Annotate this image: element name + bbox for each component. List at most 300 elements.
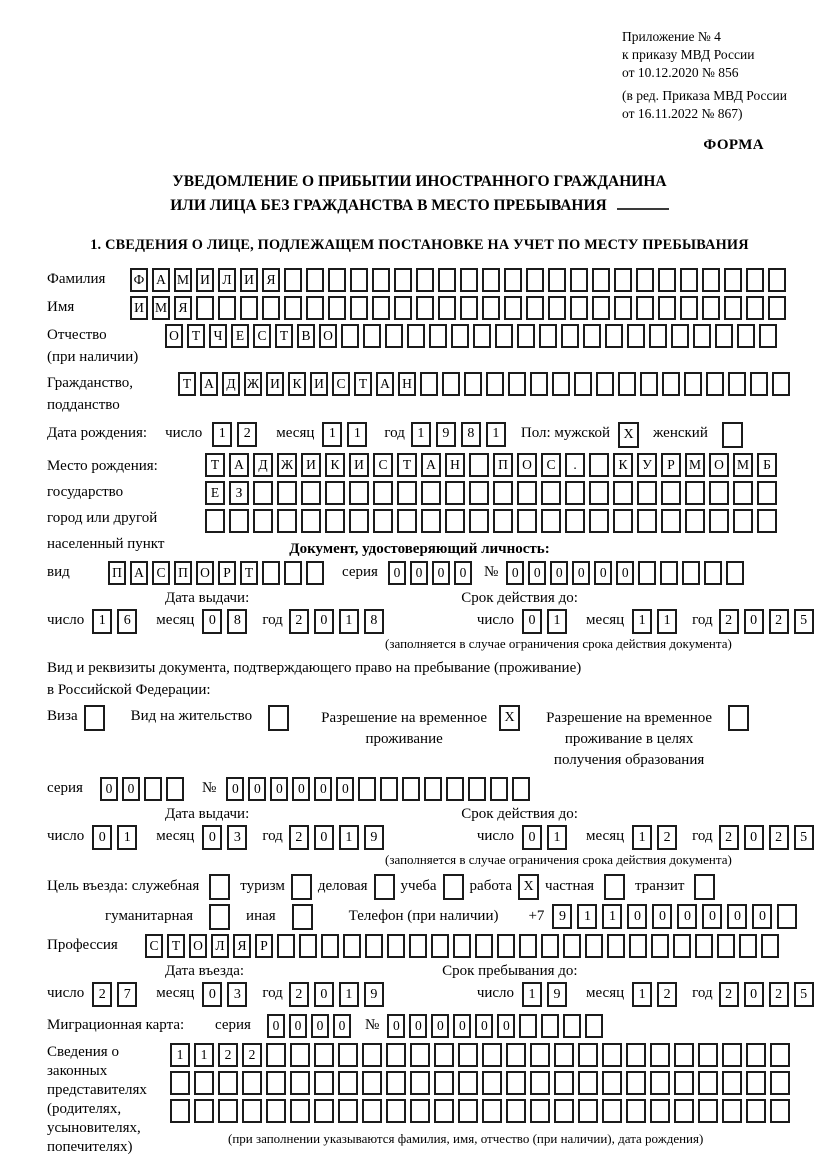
empty-cell[interactable] bbox=[325, 509, 345, 533]
filled-cell[interactable]: 0 bbox=[387, 1014, 405, 1038]
filled-cell[interactable]: 0 bbox=[92, 825, 112, 850]
empty-cell[interactable] bbox=[554, 1043, 574, 1067]
empty-cell[interactable] bbox=[602, 1071, 622, 1095]
empty-cell[interactable] bbox=[706, 372, 724, 396]
filled-cell[interactable]: 0 bbox=[572, 561, 590, 585]
empty-cell[interactable] bbox=[640, 372, 658, 396]
purpose-work-checkbox[interactable]: X bbox=[518, 874, 539, 900]
empty-cell[interactable] bbox=[526, 296, 544, 320]
filled-cell[interactable]: 0 bbox=[627, 904, 647, 929]
filled-cell[interactable]: А bbox=[130, 561, 148, 585]
empty-cell[interactable] bbox=[373, 481, 393, 505]
empty-cell[interactable] bbox=[618, 372, 636, 396]
empty-cell[interactable] bbox=[469, 481, 489, 505]
empty-cell[interactable] bbox=[673, 934, 691, 958]
empty-cell[interactable] bbox=[541, 481, 561, 505]
empty-cell[interactable] bbox=[218, 1071, 238, 1095]
empty-cell[interactable] bbox=[290, 1071, 310, 1095]
purpose-transit-checkbox[interactable] bbox=[694, 874, 715, 900]
filled-cell[interactable]: К bbox=[613, 453, 633, 477]
filled-cell[interactable]: 8 bbox=[364, 609, 384, 634]
empty-cell[interactable] bbox=[497, 934, 515, 958]
empty-cell[interactable] bbox=[469, 453, 489, 477]
empty-cell[interactable] bbox=[438, 296, 456, 320]
filled-cell[interactable]: 1 bbox=[632, 825, 652, 850]
empty-cell[interactable] bbox=[526, 268, 544, 292]
empty-cell[interactable] bbox=[338, 1099, 358, 1123]
filled-cell[interactable]: 2 bbox=[657, 825, 677, 850]
empty-cell[interactable] bbox=[574, 372, 592, 396]
filled-cell[interactable]: 2 bbox=[719, 825, 739, 850]
filled-cell[interactable]: 1 bbox=[411, 422, 431, 447]
empty-cell[interactable] bbox=[306, 268, 324, 292]
empty-cell[interactable] bbox=[685, 509, 705, 533]
filled-cell[interactable]: Т bbox=[178, 372, 196, 396]
empty-cell[interactable] bbox=[482, 268, 500, 292]
empty-cell[interactable] bbox=[614, 268, 632, 292]
empty-cell[interactable] bbox=[777, 904, 797, 929]
empty-cell[interactable] bbox=[410, 1099, 430, 1123]
filled-cell[interactable]: 5 bbox=[794, 982, 814, 1007]
filled-cell[interactable]: 1 bbox=[522, 982, 542, 1007]
filled-cell[interactable]: 2 bbox=[218, 1043, 238, 1067]
filled-cell[interactable]: 0 bbox=[652, 904, 672, 929]
empty-cell[interactable] bbox=[508, 372, 526, 396]
empty-cell[interactable] bbox=[614, 296, 632, 320]
filled-cell[interactable]: С bbox=[152, 561, 170, 585]
filled-cell[interactable]: 1 bbox=[339, 825, 359, 850]
empty-cell[interactable] bbox=[284, 561, 302, 585]
empty-cell[interactable] bbox=[506, 1043, 526, 1067]
filled-cell[interactable]: 0 bbox=[314, 825, 334, 850]
empty-cell[interactable] bbox=[724, 296, 742, 320]
filled-cell[interactable]: 0 bbox=[594, 561, 612, 585]
empty-cell[interactable] bbox=[468, 777, 486, 801]
empty-cell[interactable] bbox=[661, 481, 681, 505]
filled-cell[interactable]: Р bbox=[661, 453, 681, 477]
empty-cell[interactable] bbox=[605, 324, 623, 348]
empty-cell[interactable] bbox=[338, 1043, 358, 1067]
filled-cell[interactable]: 6 bbox=[117, 609, 137, 634]
filled-cell[interactable]: Р bbox=[255, 934, 273, 958]
empty-cell[interactable] bbox=[350, 268, 368, 292]
empty-cell[interactable] bbox=[372, 296, 390, 320]
filled-cell[interactable]: Я bbox=[174, 296, 192, 320]
filled-cell[interactable]: 2 bbox=[237, 422, 257, 447]
filled-cell[interactable]: Т bbox=[275, 324, 293, 348]
empty-cell[interactable] bbox=[649, 324, 667, 348]
empty-cell[interactable] bbox=[493, 481, 513, 505]
empty-cell[interactable] bbox=[661, 509, 681, 533]
filled-cell[interactable]: 0 bbox=[702, 904, 722, 929]
empty-cell[interactable] bbox=[650, 1099, 670, 1123]
empty-cell[interactable] bbox=[746, 1071, 766, 1095]
empty-cell[interactable] bbox=[674, 1071, 694, 1095]
filled-cell[interactable]: 8 bbox=[227, 609, 247, 634]
empty-cell[interactable] bbox=[458, 1099, 478, 1123]
empty-cell[interactable] bbox=[242, 1099, 262, 1123]
empty-cell[interactable] bbox=[607, 934, 625, 958]
empty-cell[interactable] bbox=[757, 481, 777, 505]
filled-cell[interactable]: 0 bbox=[744, 825, 764, 850]
empty-cell[interactable] bbox=[166, 777, 184, 801]
empty-cell[interactable] bbox=[490, 777, 508, 801]
empty-cell[interactable] bbox=[362, 1043, 382, 1067]
empty-cell[interactable] bbox=[301, 509, 321, 533]
filled-cell[interactable]: 9 bbox=[364, 825, 384, 850]
filled-cell[interactable]: Н bbox=[445, 453, 465, 477]
empty-cell[interactable] bbox=[724, 268, 742, 292]
empty-cell[interactable] bbox=[277, 509, 297, 533]
empty-cell[interactable] bbox=[397, 481, 417, 505]
filled-cell[interactable]: Т bbox=[167, 934, 185, 958]
empty-cell[interactable] bbox=[592, 296, 610, 320]
empty-cell[interactable] bbox=[680, 268, 698, 292]
filled-cell[interactable]: 0 bbox=[550, 561, 568, 585]
filled-cell[interactable]: 0 bbox=[506, 561, 524, 585]
empty-cell[interactable] bbox=[717, 934, 735, 958]
empty-cell[interactable] bbox=[541, 1014, 559, 1038]
empty-cell[interactable] bbox=[460, 268, 478, 292]
empty-cell[interactable] bbox=[306, 561, 324, 585]
empty-cell[interactable] bbox=[306, 296, 324, 320]
filled-cell[interactable]: 1 bbox=[339, 982, 359, 1007]
filled-cell[interactable]: 1 bbox=[577, 904, 597, 929]
filled-cell[interactable]: 9 bbox=[547, 982, 567, 1007]
filled-cell[interactable]: 0 bbox=[522, 825, 542, 850]
filled-cell[interactable]: 9 bbox=[552, 904, 572, 929]
empty-cell[interactable] bbox=[530, 1043, 550, 1067]
empty-cell[interactable] bbox=[746, 296, 764, 320]
empty-cell[interactable] bbox=[387, 934, 405, 958]
empty-cell[interactable] bbox=[715, 324, 733, 348]
empty-cell[interactable] bbox=[475, 934, 493, 958]
filled-cell[interactable]: 0 bbox=[202, 982, 222, 1007]
empty-cell[interactable] bbox=[453, 934, 471, 958]
filled-cell[interactable]: 0 bbox=[475, 1014, 493, 1038]
empty-cell[interactable] bbox=[290, 1099, 310, 1123]
empty-cell[interactable] bbox=[626, 1043, 646, 1067]
empty-cell[interactable] bbox=[589, 481, 609, 505]
empty-cell[interactable] bbox=[757, 509, 777, 533]
empty-cell[interactable] bbox=[637, 509, 657, 533]
empty-cell[interactable] bbox=[682, 561, 700, 585]
empty-cell[interactable] bbox=[674, 1043, 694, 1067]
empty-cell[interactable] bbox=[365, 934, 383, 958]
filled-cell[interactable]: 5 bbox=[794, 609, 814, 634]
empty-cell[interactable] bbox=[338, 1071, 358, 1095]
empty-cell[interactable] bbox=[386, 1043, 406, 1067]
empty-cell[interactable] bbox=[709, 509, 729, 533]
empty-cell[interactable] bbox=[482, 1071, 502, 1095]
filled-cell[interactable]: 1 bbox=[486, 422, 506, 447]
empty-cell[interactable] bbox=[284, 296, 302, 320]
empty-cell[interactable] bbox=[362, 1071, 382, 1095]
empty-cell[interactable] bbox=[530, 1099, 550, 1123]
empty-cell[interactable] bbox=[373, 509, 393, 533]
filled-cell[interactable]: Ф bbox=[130, 268, 148, 292]
empty-cell[interactable] bbox=[565, 481, 585, 505]
empty-cell[interactable] bbox=[409, 934, 427, 958]
filled-cell[interactable]: 0 bbox=[752, 904, 772, 929]
empty-cell[interactable] bbox=[761, 934, 779, 958]
filled-cell[interactable]: 7 bbox=[117, 982, 137, 1007]
filled-cell[interactable]: М bbox=[174, 268, 192, 292]
empty-cell[interactable] bbox=[442, 372, 460, 396]
empty-cell[interactable] bbox=[343, 934, 361, 958]
purpose-official-checkbox[interactable] bbox=[209, 874, 230, 900]
empty-cell[interactable] bbox=[473, 324, 491, 348]
empty-cell[interactable] bbox=[410, 1043, 430, 1067]
empty-cell[interactable] bbox=[434, 1043, 454, 1067]
empty-cell[interactable] bbox=[253, 481, 273, 505]
empty-cell[interactable] bbox=[702, 296, 720, 320]
empty-cell[interactable] bbox=[674, 1099, 694, 1123]
filled-cell[interactable]: 0 bbox=[616, 561, 634, 585]
filled-cell[interactable]: И bbox=[310, 372, 328, 396]
empty-cell[interactable] bbox=[548, 296, 566, 320]
filled-cell[interactable]: 1 bbox=[322, 422, 342, 447]
empty-cell[interactable] bbox=[407, 324, 425, 348]
empty-cell[interactable] bbox=[493, 509, 513, 533]
empty-cell[interactable] bbox=[517, 481, 537, 505]
filled-cell[interactable]: А bbox=[421, 453, 441, 477]
empty-cell[interactable] bbox=[350, 296, 368, 320]
empty-cell[interactable] bbox=[613, 481, 633, 505]
empty-cell[interactable] bbox=[702, 268, 720, 292]
empty-cell[interactable] bbox=[759, 324, 777, 348]
filled-cell[interactable]: 0 bbox=[270, 777, 288, 801]
empty-cell[interactable] bbox=[460, 296, 478, 320]
filled-cell[interactable]: С bbox=[145, 934, 163, 958]
empty-cell[interactable] bbox=[554, 1099, 574, 1123]
empty-cell[interactable] bbox=[416, 296, 434, 320]
filled-cell[interactable]: О bbox=[189, 934, 207, 958]
filled-cell[interactable]: 0 bbox=[677, 904, 697, 929]
filled-cell[interactable]: А bbox=[152, 268, 170, 292]
empty-cell[interactable] bbox=[768, 268, 786, 292]
purpose-tourism-checkbox[interactable] bbox=[291, 874, 312, 900]
empty-cell[interactable] bbox=[570, 296, 588, 320]
purpose-humanitarian-checkbox[interactable] bbox=[209, 904, 230, 930]
filled-cell[interactable]: Ж bbox=[244, 372, 262, 396]
empty-cell[interactable] bbox=[277, 934, 295, 958]
empty-cell[interactable] bbox=[685, 481, 705, 505]
filled-cell[interactable]: 1 bbox=[170, 1043, 190, 1067]
empty-cell[interactable] bbox=[262, 561, 280, 585]
empty-cell[interactable] bbox=[144, 777, 162, 801]
empty-cell[interactable] bbox=[658, 296, 676, 320]
empty-cell[interactable] bbox=[693, 324, 711, 348]
filled-cell[interactable]: 0 bbox=[100, 777, 118, 801]
filled-cell[interactable]: 1 bbox=[347, 422, 367, 447]
empty-cell[interactable] bbox=[530, 372, 548, 396]
empty-cell[interactable] bbox=[229, 509, 249, 533]
filled-cell[interactable]: И bbox=[349, 453, 369, 477]
filled-cell[interactable]: 2 bbox=[657, 982, 677, 1007]
empty-cell[interactable] bbox=[482, 1099, 502, 1123]
filled-cell[interactable]: Б bbox=[757, 453, 777, 477]
empty-cell[interactable] bbox=[386, 1071, 406, 1095]
filled-cell[interactable]: 0 bbox=[744, 609, 764, 634]
filled-cell[interactable]: 0 bbox=[497, 1014, 515, 1038]
empty-cell[interactable] bbox=[698, 1043, 718, 1067]
filled-cell[interactable]: К bbox=[325, 453, 345, 477]
empty-cell[interactable] bbox=[709, 481, 729, 505]
filled-cell[interactable]: М bbox=[733, 453, 753, 477]
filled-cell[interactable]: Д bbox=[253, 453, 273, 477]
empty-cell[interactable] bbox=[482, 1043, 502, 1067]
filled-cell[interactable]: П bbox=[108, 561, 126, 585]
filled-cell[interactable]: Т bbox=[397, 453, 417, 477]
empty-cell[interactable] bbox=[627, 324, 645, 348]
empty-cell[interactable] bbox=[262, 296, 280, 320]
filled-cell[interactable]: Т bbox=[240, 561, 258, 585]
filled-cell[interactable]: 9 bbox=[364, 982, 384, 1007]
empty-cell[interactable] bbox=[446, 777, 464, 801]
filled-cell[interactable]: 1 bbox=[117, 825, 137, 850]
empty-cell[interactable] bbox=[770, 1099, 790, 1123]
temp-residence-edu-checkbox[interactable] bbox=[728, 705, 749, 731]
empty-cell[interactable] bbox=[698, 1071, 718, 1095]
empty-cell[interactable] bbox=[301, 481, 321, 505]
filled-cell[interactable]: Л bbox=[211, 934, 229, 958]
filled-cell[interactable]: 2 bbox=[92, 982, 112, 1007]
empty-cell[interactable] bbox=[563, 1014, 581, 1038]
empty-cell[interactable] bbox=[650, 1043, 670, 1067]
filled-cell[interactable]: И bbox=[130, 296, 148, 320]
empty-cell[interactable] bbox=[728, 372, 746, 396]
empty-cell[interactable] bbox=[170, 1071, 190, 1095]
filled-cell[interactable]: 0 bbox=[744, 982, 764, 1007]
filled-cell[interactable]: Я bbox=[262, 268, 280, 292]
empty-cell[interactable] bbox=[563, 934, 581, 958]
empty-cell[interactable] bbox=[698, 1099, 718, 1123]
purpose-business-checkbox[interactable] bbox=[374, 874, 395, 900]
filled-cell[interactable]: Д bbox=[222, 372, 240, 396]
empty-cell[interactable] bbox=[768, 296, 786, 320]
filled-cell[interactable]: Ж bbox=[277, 453, 297, 477]
filled-cell[interactable]: З bbox=[229, 481, 249, 505]
empty-cell[interactable] bbox=[420, 372, 438, 396]
filled-cell[interactable]: Ч bbox=[209, 324, 227, 348]
temp-residence-checkbox[interactable]: X bbox=[499, 705, 520, 731]
empty-cell[interactable] bbox=[722, 1099, 742, 1123]
empty-cell[interactable] bbox=[394, 296, 412, 320]
empty-cell[interactable] bbox=[372, 268, 390, 292]
filled-cell[interactable]: 0 bbox=[289, 1014, 307, 1038]
empty-cell[interactable] bbox=[458, 1071, 478, 1095]
filled-cell[interactable]: 0 bbox=[409, 1014, 427, 1038]
filled-cell[interactable]: 0 bbox=[528, 561, 546, 585]
filled-cell[interactable]: 1 bbox=[547, 609, 567, 634]
filled-cell[interactable]: 0 bbox=[311, 1014, 329, 1038]
filled-cell[interactable]: К bbox=[288, 372, 306, 396]
filled-cell[interactable]: С bbox=[373, 453, 393, 477]
empty-cell[interactable] bbox=[565, 509, 585, 533]
empty-cell[interactable] bbox=[517, 324, 535, 348]
empty-cell[interactable] bbox=[328, 268, 346, 292]
empty-cell[interactable] bbox=[240, 296, 258, 320]
empty-cell[interactable] bbox=[253, 509, 273, 533]
empty-cell[interactable] bbox=[506, 1099, 526, 1123]
empty-cell[interactable] bbox=[704, 561, 722, 585]
filled-cell[interactable]: 1 bbox=[657, 609, 677, 634]
filled-cell[interactable]: Е bbox=[205, 481, 225, 505]
empty-cell[interactable] bbox=[314, 1099, 334, 1123]
sex-male-checkbox[interactable]: X bbox=[618, 422, 639, 448]
empty-cell[interactable] bbox=[362, 1099, 382, 1123]
empty-cell[interactable] bbox=[770, 1071, 790, 1095]
filled-cell[interactable]: П bbox=[174, 561, 192, 585]
filled-cell[interactable]: 5 bbox=[794, 825, 814, 850]
empty-cell[interactable] bbox=[410, 1071, 430, 1095]
filled-cell[interactable]: 2 bbox=[289, 982, 309, 1007]
empty-cell[interactable] bbox=[578, 1099, 598, 1123]
empty-cell[interactable] bbox=[445, 509, 465, 533]
empty-cell[interactable] bbox=[386, 1099, 406, 1123]
empty-cell[interactable] bbox=[585, 1014, 603, 1038]
empty-cell[interactable] bbox=[589, 453, 609, 477]
empty-cell[interactable] bbox=[464, 372, 482, 396]
empty-cell[interactable] bbox=[424, 777, 442, 801]
empty-cell[interactable] bbox=[402, 777, 420, 801]
filled-cell[interactable]: 2 bbox=[242, 1043, 262, 1067]
filled-cell[interactable]: 1 bbox=[212, 422, 232, 447]
residence-permit-checkbox[interactable] bbox=[268, 705, 289, 731]
empty-cell[interactable] bbox=[726, 561, 744, 585]
empty-cell[interactable] bbox=[416, 268, 434, 292]
empty-cell[interactable] bbox=[421, 509, 441, 533]
empty-cell[interactable] bbox=[517, 509, 537, 533]
filled-cell[interactable]: 2 bbox=[289, 825, 309, 850]
filled-cell[interactable]: 2 bbox=[769, 825, 789, 850]
purpose-study-checkbox[interactable] bbox=[443, 874, 464, 900]
empty-cell[interactable] bbox=[629, 934, 647, 958]
empty-cell[interactable] bbox=[438, 268, 456, 292]
filled-cell[interactable]: И bbox=[196, 268, 214, 292]
filled-cell[interactable]: 9 bbox=[436, 422, 456, 447]
filled-cell[interactable]: С bbox=[541, 453, 561, 477]
filled-cell[interactable]: 1 bbox=[194, 1043, 214, 1067]
filled-cell[interactable]: О bbox=[196, 561, 214, 585]
empty-cell[interactable] bbox=[636, 296, 654, 320]
empty-cell[interactable] bbox=[602, 1099, 622, 1123]
filled-cell[interactable]: Л bbox=[218, 268, 236, 292]
empty-cell[interactable] bbox=[290, 1043, 310, 1067]
empty-cell[interactable] bbox=[733, 481, 753, 505]
empty-cell[interactable] bbox=[504, 268, 522, 292]
filled-cell[interactable]: 0 bbox=[314, 982, 334, 1007]
empty-cell[interactable] bbox=[680, 296, 698, 320]
empty-cell[interactable] bbox=[512, 777, 530, 801]
empty-cell[interactable] bbox=[451, 324, 469, 348]
empty-cell[interactable] bbox=[299, 934, 317, 958]
empty-cell[interactable] bbox=[626, 1099, 646, 1123]
empty-cell[interactable] bbox=[205, 509, 225, 533]
empty-cell[interactable] bbox=[541, 934, 559, 958]
filled-cell[interactable]: В bbox=[297, 324, 315, 348]
filled-cell[interactable]: 2 bbox=[289, 609, 309, 634]
filled-cell[interactable]: О bbox=[517, 453, 537, 477]
empty-cell[interactable] bbox=[585, 934, 603, 958]
filled-cell[interactable]: И bbox=[301, 453, 321, 477]
empty-cell[interactable] bbox=[596, 372, 614, 396]
empty-cell[interactable] bbox=[671, 324, 689, 348]
empty-cell[interactable] bbox=[662, 372, 680, 396]
filled-cell[interactable]: 0 bbox=[267, 1014, 285, 1038]
filled-cell[interactable]: 0 bbox=[226, 777, 244, 801]
